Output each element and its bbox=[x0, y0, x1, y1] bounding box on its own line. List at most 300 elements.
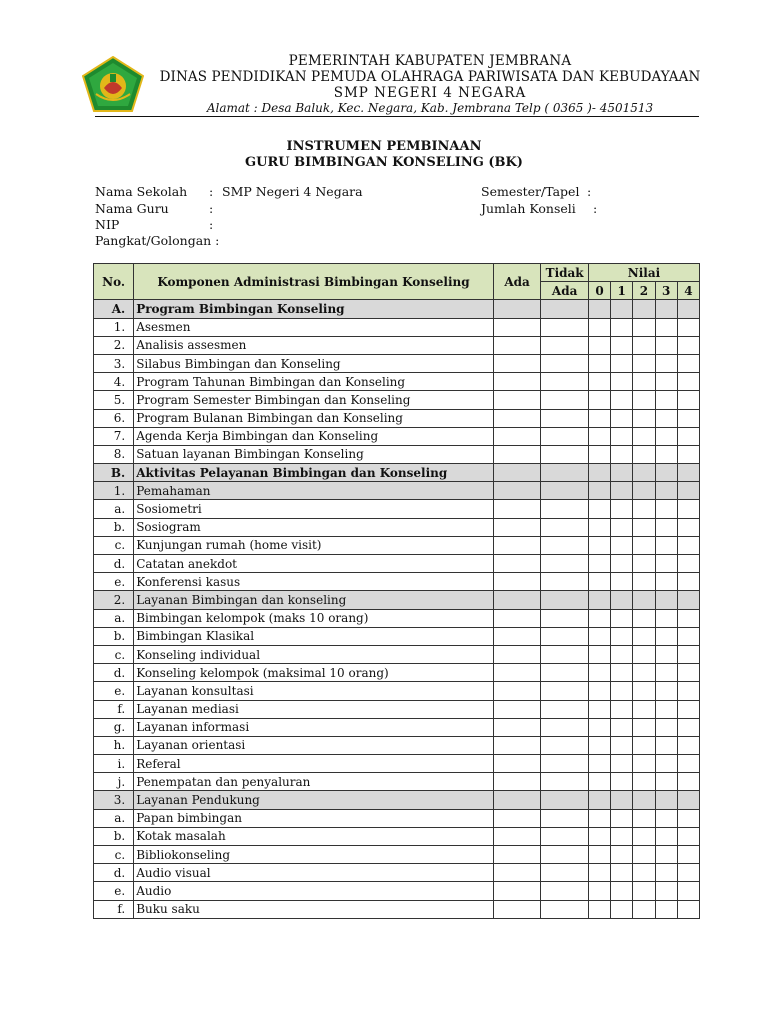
row-number: b. bbox=[94, 627, 134, 645]
score-4-cell[interactable] bbox=[677, 591, 699, 609]
score-4-cell[interactable] bbox=[677, 391, 699, 409]
score-4-cell[interactable] bbox=[677, 482, 699, 500]
row-number: b. bbox=[94, 518, 134, 536]
score-2-cell[interactable] bbox=[633, 755, 655, 773]
ada-cell[interactable] bbox=[493, 682, 541, 700]
row-label: Pemahaman bbox=[134, 482, 494, 500]
score-1-cell[interactable] bbox=[611, 809, 633, 827]
row-number: d. bbox=[94, 864, 134, 882]
score-1-cell[interactable] bbox=[611, 755, 633, 773]
row-label: Satuan layanan Bimbingan Konseling bbox=[134, 445, 494, 463]
score-4-cell[interactable] bbox=[677, 536, 699, 554]
score-4-cell[interactable] bbox=[677, 809, 699, 827]
score-3-cell[interactable] bbox=[655, 609, 677, 627]
table-row bbox=[94, 791, 700, 809]
score-0-cell[interactable] bbox=[588, 536, 610, 554]
ada-cell[interactable] bbox=[493, 664, 541, 682]
colon: : bbox=[209, 217, 214, 232]
tidak-ada-cell[interactable] bbox=[541, 682, 589, 700]
ada-cell[interactable] bbox=[493, 518, 541, 536]
score-2-cell[interactable] bbox=[633, 682, 655, 700]
score-1-cell[interactable] bbox=[611, 445, 633, 463]
score-4-cell[interactable] bbox=[677, 736, 699, 754]
score-2-cell[interactable] bbox=[633, 900, 655, 918]
ada-cell[interactable] bbox=[493, 300, 541, 318]
ada-cell[interactable] bbox=[493, 336, 541, 354]
table-row bbox=[94, 882, 700, 900]
ada-cell[interactable] bbox=[493, 791, 541, 809]
tidak-ada-cell[interactable] bbox=[541, 791, 589, 809]
table-row bbox=[94, 718, 700, 736]
document-title: INSTRUMEN PEMBINAAN bbox=[286, 139, 482, 154]
row-number: e. bbox=[94, 682, 134, 700]
score-0-cell[interactable] bbox=[588, 555, 610, 573]
table-row bbox=[94, 409, 700, 427]
score-0-cell[interactable] bbox=[588, 391, 610, 409]
row-label: Program Tahunan Bimbingan dan Konseling bbox=[134, 373, 494, 391]
score-1-cell[interactable] bbox=[611, 900, 633, 918]
score-3-cell[interactable] bbox=[655, 500, 677, 518]
ada-cell[interactable] bbox=[493, 700, 541, 718]
score-3-cell[interactable] bbox=[655, 555, 677, 573]
score-2-cell[interactable] bbox=[633, 773, 655, 791]
tidak-ada-cell[interactable] bbox=[541, 445, 589, 463]
score-2-cell[interactable] bbox=[633, 409, 655, 427]
header-tidak-ada: Ada bbox=[541, 282, 589, 300]
ada-cell[interactable] bbox=[493, 627, 541, 645]
score-1-cell[interactable] bbox=[611, 609, 633, 627]
row-label: Audio visual bbox=[134, 864, 494, 882]
ada-cell[interactable] bbox=[493, 573, 541, 591]
score-4-cell[interactable] bbox=[677, 573, 699, 591]
colon: : bbox=[593, 201, 598, 216]
table-row bbox=[94, 536, 700, 554]
score-1-cell[interactable] bbox=[611, 736, 633, 754]
score-0-cell[interactable] bbox=[588, 846, 610, 864]
score-4-cell[interactable] bbox=[677, 827, 699, 845]
tidak-ada-cell[interactable] bbox=[541, 354, 589, 372]
score-0-cell[interactable] bbox=[588, 682, 610, 700]
score-2-cell[interactable] bbox=[633, 718, 655, 736]
score-2-cell[interactable] bbox=[633, 573, 655, 591]
score-0-cell[interactable] bbox=[588, 664, 610, 682]
ada-cell[interactable] bbox=[493, 445, 541, 463]
ada-cell[interactable] bbox=[493, 736, 541, 754]
tidak-ada-cell[interactable] bbox=[541, 427, 589, 445]
table-body bbox=[94, 300, 700, 918]
score-0-cell[interactable] bbox=[588, 700, 610, 718]
score-1-cell[interactable] bbox=[611, 354, 633, 372]
score-1-cell[interactable] bbox=[611, 409, 633, 427]
tidak-ada-cell[interactable] bbox=[541, 609, 589, 627]
score-3-cell[interactable] bbox=[655, 627, 677, 645]
score-4-cell[interactable] bbox=[677, 464, 699, 482]
ada-cell[interactable] bbox=[493, 864, 541, 882]
score-0-cell[interactable] bbox=[588, 336, 610, 354]
tidak-ada-cell[interactable] bbox=[541, 500, 589, 518]
row-label: Kotak masalah bbox=[134, 827, 494, 845]
row-number: 2. bbox=[94, 591, 134, 609]
score-1-cell[interactable] bbox=[611, 864, 633, 882]
score-1-cell[interactable] bbox=[611, 391, 633, 409]
score-0-cell[interactable] bbox=[588, 409, 610, 427]
score-1-cell[interactable] bbox=[611, 573, 633, 591]
score-0-cell[interactable] bbox=[588, 645, 610, 663]
score-1-cell[interactable] bbox=[611, 645, 633, 663]
table-row bbox=[94, 464, 700, 482]
score-1-cell[interactable] bbox=[611, 718, 633, 736]
score-4-cell[interactable] bbox=[677, 518, 699, 536]
score-2-cell[interactable] bbox=[633, 645, 655, 663]
assessment-table bbox=[93, 263, 700, 919]
score-2-cell[interactable] bbox=[633, 591, 655, 609]
score-0-cell[interactable] bbox=[588, 882, 610, 900]
tidak-ada-cell[interactable] bbox=[541, 409, 589, 427]
score-4-cell[interactable] bbox=[677, 755, 699, 773]
ada-cell[interactable] bbox=[493, 555, 541, 573]
score-4-cell[interactable] bbox=[677, 409, 699, 427]
score-4-cell[interactable] bbox=[677, 664, 699, 682]
ada-cell[interactable] bbox=[493, 318, 541, 336]
table-row bbox=[94, 373, 700, 391]
ada-cell[interactable] bbox=[493, 609, 541, 627]
score-2-cell[interactable] bbox=[633, 482, 655, 500]
tidak-ada-cell[interactable] bbox=[541, 773, 589, 791]
table-row bbox=[94, 318, 700, 336]
ada-cell[interactable] bbox=[493, 500, 541, 518]
score-0-cell[interactable] bbox=[588, 354, 610, 372]
tidak-ada-cell[interactable] bbox=[541, 900, 589, 918]
score-1-cell[interactable] bbox=[611, 682, 633, 700]
score-3-cell[interactable] bbox=[655, 791, 677, 809]
score-4-cell[interactable] bbox=[677, 354, 699, 372]
score-3-cell[interactable] bbox=[655, 773, 677, 791]
score-0-cell[interactable] bbox=[588, 827, 610, 845]
score-4-cell[interactable] bbox=[677, 846, 699, 864]
score-0-cell[interactable] bbox=[588, 591, 610, 609]
score-3-cell[interactable] bbox=[655, 645, 677, 663]
score-4-cell[interactable] bbox=[677, 627, 699, 645]
ada-cell[interactable] bbox=[493, 755, 541, 773]
score-3-cell[interactable] bbox=[655, 755, 677, 773]
tidak-ada-cell[interactable] bbox=[541, 627, 589, 645]
score-2-cell[interactable] bbox=[633, 846, 655, 864]
score-3-cell[interactable] bbox=[655, 827, 677, 845]
row-label: Layanan mediasi bbox=[134, 700, 494, 718]
row-number: d. bbox=[94, 555, 134, 573]
header-tidak: Tidak bbox=[541, 264, 589, 282]
score-2-cell[interactable] bbox=[633, 391, 655, 409]
tidak-ada-cell[interactable] bbox=[541, 391, 589, 409]
score-0-cell[interactable] bbox=[588, 809, 610, 827]
score-3-cell[interactable] bbox=[655, 900, 677, 918]
ada-cell[interactable] bbox=[493, 846, 541, 864]
score-2-cell[interactable] bbox=[633, 827, 655, 845]
score-2-cell[interactable] bbox=[633, 300, 655, 318]
tidak-ada-cell[interactable] bbox=[541, 536, 589, 554]
row-label: Layanan konsultasi bbox=[134, 682, 494, 700]
district-emblem-icon bbox=[82, 56, 144, 112]
score-4-cell[interactable] bbox=[677, 864, 699, 882]
score-0-cell[interactable] bbox=[588, 500, 610, 518]
score-0-cell[interactable] bbox=[588, 609, 610, 627]
score-4-cell[interactable] bbox=[677, 427, 699, 445]
score-0-cell[interactable] bbox=[588, 864, 610, 882]
ada-cell[interactable] bbox=[493, 773, 541, 791]
ada-cell[interactable] bbox=[493, 354, 541, 372]
row-label: Papan bimbingan bbox=[134, 809, 494, 827]
ada-cell[interactable] bbox=[493, 409, 541, 427]
score-2-cell[interactable] bbox=[633, 373, 655, 391]
score-4-cell[interactable] bbox=[677, 336, 699, 354]
table-row bbox=[94, 427, 700, 445]
score-1-cell[interactable] bbox=[611, 536, 633, 554]
score-2-cell[interactable] bbox=[633, 864, 655, 882]
score-0-cell[interactable] bbox=[588, 755, 610, 773]
score-1-cell[interactable] bbox=[611, 846, 633, 864]
tidak-ada-cell[interactable] bbox=[541, 755, 589, 773]
score-3-cell[interactable] bbox=[655, 336, 677, 354]
tidak-ada-cell[interactable] bbox=[541, 645, 589, 663]
score-3-cell[interactable] bbox=[655, 464, 677, 482]
row-number: 6. bbox=[94, 409, 134, 427]
letterhead-divider bbox=[95, 116, 699, 117]
score-4-cell[interactable] bbox=[677, 318, 699, 336]
score-3-cell[interactable] bbox=[655, 536, 677, 554]
score-1-cell[interactable] bbox=[611, 482, 633, 500]
ada-cell[interactable] bbox=[493, 482, 541, 500]
score-3-cell[interactable] bbox=[655, 864, 677, 882]
score-1-cell[interactable] bbox=[611, 827, 633, 845]
score-1-cell[interactable] bbox=[611, 427, 633, 445]
score-3-cell[interactable] bbox=[655, 809, 677, 827]
score-0-cell[interactable] bbox=[588, 300, 610, 318]
score-2-cell[interactable] bbox=[633, 664, 655, 682]
score-4-cell[interactable] bbox=[677, 882, 699, 900]
score-2-cell[interactable] bbox=[633, 700, 655, 718]
row-label: Aktivitas Pelayanan Bimbingan dan Konseling bbox=[134, 464, 494, 482]
row-label: Asesmen bbox=[134, 318, 494, 336]
header-score-4: 4 bbox=[677, 282, 699, 300]
row-label: Bimbingan Klasikal bbox=[134, 627, 494, 645]
score-4-cell[interactable] bbox=[677, 373, 699, 391]
score-0-cell[interactable] bbox=[588, 773, 610, 791]
score-3-cell[interactable] bbox=[655, 391, 677, 409]
score-2-cell[interactable] bbox=[633, 809, 655, 827]
score-0-cell[interactable] bbox=[588, 718, 610, 736]
letterhead-school: SMP NEGERI 4 NEGARA bbox=[333, 85, 527, 101]
score-2-cell[interactable] bbox=[633, 500, 655, 518]
table-row bbox=[94, 900, 700, 918]
row-label: Referal bbox=[134, 755, 494, 773]
tidak-ada-cell[interactable] bbox=[541, 555, 589, 573]
row-number: a. bbox=[94, 500, 134, 518]
row-number: h. bbox=[94, 736, 134, 754]
ada-cell[interactable] bbox=[493, 718, 541, 736]
header-score-2: 2 bbox=[633, 282, 655, 300]
table-row bbox=[94, 518, 700, 536]
ada-cell[interactable] bbox=[493, 645, 541, 663]
score-0-cell[interactable] bbox=[588, 627, 610, 645]
score-3-cell[interactable] bbox=[655, 736, 677, 754]
score-3-cell[interactable] bbox=[655, 573, 677, 591]
score-0-cell[interactable] bbox=[588, 318, 610, 336]
score-0-cell[interactable] bbox=[588, 445, 610, 463]
score-2-cell[interactable] bbox=[633, 609, 655, 627]
tidak-ada-cell[interactable] bbox=[541, 464, 589, 482]
score-4-cell[interactable] bbox=[677, 645, 699, 663]
score-1-cell[interactable] bbox=[611, 464, 633, 482]
tidak-ada-cell[interactable] bbox=[541, 718, 589, 736]
ada-cell[interactable] bbox=[493, 536, 541, 554]
tidak-ada-cell[interactable] bbox=[541, 591, 589, 609]
score-2-cell[interactable] bbox=[633, 427, 655, 445]
score-0-cell[interactable] bbox=[588, 518, 610, 536]
tidak-ada-cell[interactable] bbox=[541, 318, 589, 336]
ada-cell[interactable] bbox=[493, 427, 541, 445]
ada-cell[interactable] bbox=[493, 827, 541, 845]
score-2-cell[interactable] bbox=[633, 536, 655, 554]
score-2-cell[interactable] bbox=[633, 627, 655, 645]
tidak-ada-cell[interactable] bbox=[541, 846, 589, 864]
score-2-cell[interactable] bbox=[633, 518, 655, 536]
ada-cell[interactable] bbox=[493, 900, 541, 918]
score-0-cell[interactable] bbox=[588, 464, 610, 482]
row-number: e. bbox=[94, 573, 134, 591]
tidak-ada-cell[interactable] bbox=[541, 864, 589, 882]
score-1-cell[interactable] bbox=[611, 791, 633, 809]
tidak-ada-cell[interactable] bbox=[541, 518, 589, 536]
row-label: Penempatan dan penyaluran bbox=[134, 773, 494, 791]
score-1-cell[interactable] bbox=[611, 518, 633, 536]
table-row bbox=[94, 555, 700, 573]
score-0-cell[interactable] bbox=[588, 482, 610, 500]
score-4-cell[interactable] bbox=[677, 773, 699, 791]
score-4-cell[interactable] bbox=[677, 682, 699, 700]
score-3-cell[interactable] bbox=[655, 354, 677, 372]
score-1-cell[interactable] bbox=[611, 555, 633, 573]
score-2-cell[interactable] bbox=[633, 318, 655, 336]
score-1-cell[interactable] bbox=[611, 700, 633, 718]
score-0-cell[interactable] bbox=[588, 373, 610, 391]
score-4-cell[interactable] bbox=[677, 300, 699, 318]
score-3-cell[interactable] bbox=[655, 445, 677, 463]
row-number: 1. bbox=[94, 318, 134, 336]
tidak-ada-cell[interactable] bbox=[541, 482, 589, 500]
score-2-cell[interactable] bbox=[633, 336, 655, 354]
score-3-cell[interactable] bbox=[655, 846, 677, 864]
tidak-ada-cell[interactable] bbox=[541, 336, 589, 354]
ada-cell[interactable] bbox=[493, 882, 541, 900]
tidak-ada-cell[interactable] bbox=[541, 882, 589, 900]
score-4-cell[interactable] bbox=[677, 718, 699, 736]
score-1-cell[interactable] bbox=[611, 664, 633, 682]
score-1-cell[interactable] bbox=[611, 500, 633, 518]
score-3-cell[interactable] bbox=[655, 718, 677, 736]
score-1-cell[interactable] bbox=[611, 627, 633, 645]
score-3-cell[interactable] bbox=[655, 300, 677, 318]
score-0-cell[interactable] bbox=[588, 427, 610, 445]
score-1-cell[interactable] bbox=[611, 773, 633, 791]
score-2-cell[interactable] bbox=[633, 445, 655, 463]
score-3-cell[interactable] bbox=[655, 427, 677, 445]
score-3-cell[interactable] bbox=[655, 664, 677, 682]
tidak-ada-cell[interactable] bbox=[541, 373, 589, 391]
ada-cell[interactable] bbox=[493, 591, 541, 609]
ada-cell[interactable] bbox=[493, 809, 541, 827]
row-label: Program Bimbingan Konseling bbox=[134, 300, 494, 318]
score-0-cell[interactable] bbox=[588, 900, 610, 918]
score-3-cell[interactable] bbox=[655, 373, 677, 391]
score-4-cell[interactable] bbox=[677, 555, 699, 573]
table-row bbox=[94, 809, 700, 827]
row-number: b. bbox=[94, 827, 134, 845]
tidak-ada-cell[interactable] bbox=[541, 573, 589, 591]
score-4-cell[interactable] bbox=[677, 791, 699, 809]
row-label: Layanan orientasi bbox=[134, 736, 494, 754]
score-2-cell[interactable] bbox=[633, 464, 655, 482]
score-1-cell[interactable] bbox=[611, 373, 633, 391]
nama-sekolah-label: Nama Sekolah bbox=[95, 184, 188, 199]
score-4-cell[interactable] bbox=[677, 900, 699, 918]
tidak-ada-cell[interactable] bbox=[541, 700, 589, 718]
header-score-3: 3 bbox=[655, 282, 677, 300]
score-2-cell[interactable] bbox=[633, 354, 655, 372]
row-label: Silabus Bimbingan dan Konseling bbox=[134, 354, 494, 372]
row-label: Buku saku bbox=[134, 900, 494, 918]
score-2-cell[interactable] bbox=[633, 791, 655, 809]
score-3-cell[interactable] bbox=[655, 882, 677, 900]
table-row bbox=[94, 573, 700, 591]
score-1-cell[interactable] bbox=[611, 318, 633, 336]
score-0-cell[interactable] bbox=[588, 736, 610, 754]
ada-cell[interactable] bbox=[493, 391, 541, 409]
table-row bbox=[94, 827, 700, 845]
score-3-cell[interactable] bbox=[655, 482, 677, 500]
score-3-cell[interactable] bbox=[655, 518, 677, 536]
tidak-ada-cell[interactable] bbox=[541, 736, 589, 754]
score-1-cell[interactable] bbox=[611, 336, 633, 354]
score-3-cell[interactable] bbox=[655, 409, 677, 427]
score-3-cell[interactable] bbox=[655, 700, 677, 718]
score-2-cell[interactable] bbox=[633, 736, 655, 754]
score-0-cell[interactable] bbox=[588, 791, 610, 809]
table-row bbox=[94, 300, 700, 318]
score-1-cell[interactable] bbox=[611, 300, 633, 318]
row-number: i. bbox=[94, 755, 134, 773]
score-3-cell[interactable] bbox=[655, 682, 677, 700]
tidak-ada-cell[interactable] bbox=[541, 809, 589, 827]
row-label: Sosiometri bbox=[134, 500, 494, 518]
row-label: Layanan informasi bbox=[134, 718, 494, 736]
score-1-cell[interactable] bbox=[611, 591, 633, 609]
score-2-cell[interactable] bbox=[633, 882, 655, 900]
score-4-cell[interactable] bbox=[677, 609, 699, 627]
ada-cell[interactable] bbox=[493, 373, 541, 391]
tidak-ada-cell[interactable] bbox=[541, 300, 589, 318]
score-4-cell[interactable] bbox=[677, 700, 699, 718]
score-2-cell[interactable] bbox=[633, 555, 655, 573]
tidak-ada-cell[interactable] bbox=[541, 827, 589, 845]
score-3-cell[interactable] bbox=[655, 318, 677, 336]
tidak-ada-cell[interactable] bbox=[541, 664, 589, 682]
score-4-cell[interactable] bbox=[677, 500, 699, 518]
score-4-cell[interactable] bbox=[677, 445, 699, 463]
score-0-cell[interactable] bbox=[588, 573, 610, 591]
score-3-cell[interactable] bbox=[655, 591, 677, 609]
ada-cell[interactable] bbox=[493, 464, 541, 482]
score-1-cell[interactable] bbox=[611, 882, 633, 900]
